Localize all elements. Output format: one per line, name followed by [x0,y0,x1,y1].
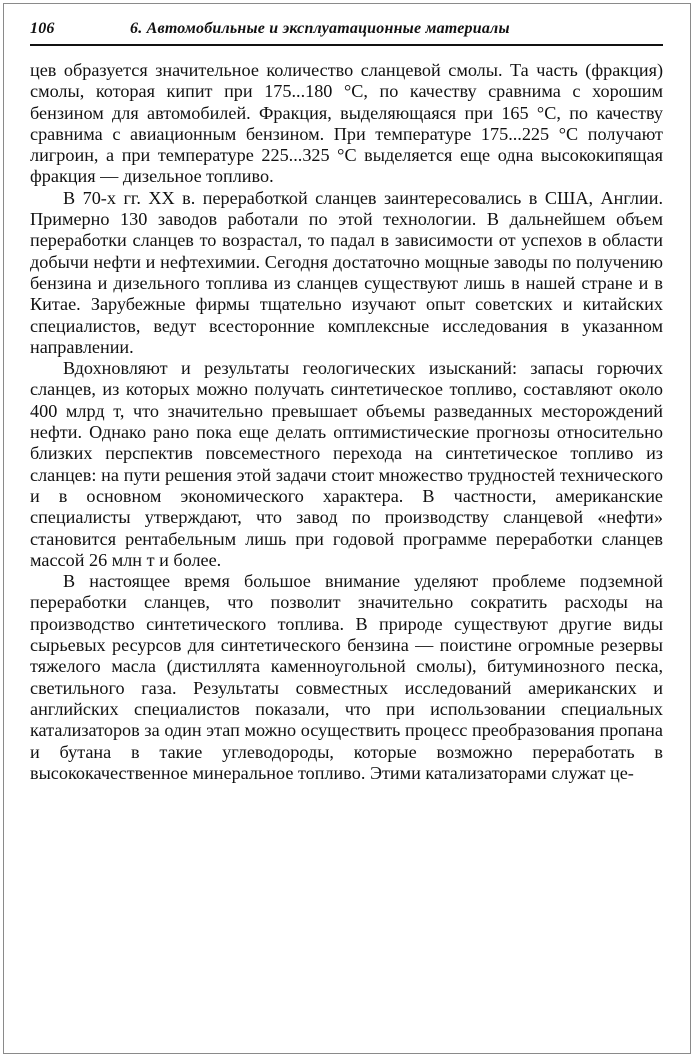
paragraph: Вдохновляют и результаты геологических изысканий: запасы горючих сланцев, из которых можно получать синтетическое топливо, составляют около 400 млрд т, что значительно превышает объемы разведанных месторождений нефти. Однако рано пока еще делать оптимистические прогнозы относительно близких перспектив повсеместного перехода на синтетическое топливо из сланцев: на пути решения этой задачи стоит множество трудностей технического и в основном экономического характера. В частности, американские специалисты утверждают, что завод по производству сланцевой «нефти» становится рентабельным лишь при годовой программе переработки сланцев массой 26 млн т и более. [30,358,663,570]
page-number: 106 [30,20,55,37]
paragraph: В 70-х гг. XX в. переработкой сланцев заинтересовались в США, Англии. Примерно 130 заводов работали по этой технологии. В дальнейшем объем переработки сланцев то возрастал, то падал в зависимости от успехов в области добычи нефти и нефтехимии. Сегодня достаточно мощные заводы по получению бензина и дизельного топлива из сланцев существуют лишь в нашей стране и в Китае. Зарубежные фирмы тщательно изучают опыт советских и китайских специалистов, ведут всесторонние комплексные исследования в указанном направлении. [30,187,663,357]
paragraph: цев образуется значительное количество сланцевой смолы. Та часть (фракция) смолы, которая кипит при 175...180 °С, по качеству сравнима с хорошим бензином для автомобилей. Фракция, выделяющаяся при 165 °С, по качеству сравнима с авиационным бензином. При температуре 175...225 °С получают лигроин, а при температуре 225...325 °С выделяется еще одна высококипящая фракция — дизельное топливо. [30,60,663,187]
paragraph: В настоящее время большое внимание уделяют проблеме подземной переработки сланцев, что позволит значительно сократить расходы на производство синтетического топлива. В природе существуют другие виды сырьевых ресурсов для синтетического бензина — поистине огромные резервы тяжелого масла (дистиллята каменноугольной смолы), битуминозного песка, светильного газа. Результаты совместных исследований американских и английских специалистов показали, что при использовании специальных катализаторов за один этап можно осуществить процесс преобразования пропана и бутана в такие углеводороды, которые возможно переработать в высококачественное минеральное топливо. Этими катализаторами служат це- [30,571,663,783]
header-rule [30,44,663,46]
page-header [30,20,663,46]
body-text [30,60,663,784]
running-title: 6. Автомобильные и эксплуатационные материалы [130,20,510,37]
